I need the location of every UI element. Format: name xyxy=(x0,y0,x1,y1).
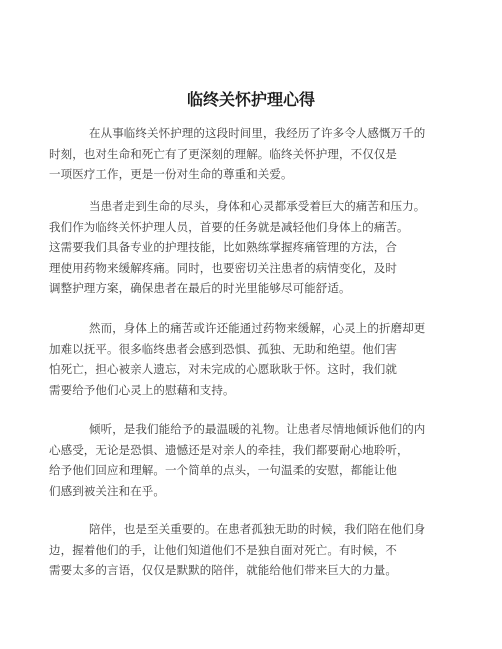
paragraph-line: 理使用药物来缓解疼痛。同时，也要密切关注患者的病情变化，及时 xyxy=(49,260,397,275)
document-title: 临终关怀护理心得 xyxy=(186,90,315,109)
paragraph-line: 在从事临终关怀护理的这段时间里，我经历了许多令人感慨万千的 xyxy=(89,126,426,140)
paragraph-line: 们感到被关注和在乎。 xyxy=(49,483,165,498)
paragraph-line: 给予他们回应和理解。一个简单的点头，一句温柔的安慰，都能让他 xyxy=(49,463,397,477)
paragraph-line: 时刻，也对生命和死亡有了更深刻的理解。临终关怀护理，不仅仅是 xyxy=(49,146,397,161)
paragraph-2 xyxy=(49,196,469,299)
paragraph-line: 加难以抚平。很多临终患者会感到恐惧、孤独、无助和绝望。他们害 xyxy=(49,341,397,356)
paragraph-line: 需要太多的言语，仅仅是默默的陪伴，就能给他们带来巨大的力量。 xyxy=(49,563,397,577)
paragraph-line: 倾听，是我们能给予的最温暖的礼物。让患者尽情地倾诉他们的内 xyxy=(89,422,426,436)
paragraph-line: 调整护理方案，确保患者在最后的时光里能够尽可能舒适。 xyxy=(49,281,351,295)
paragraph-line: 这需要我们具备专业的护理技能，比如熟练掌握疼痛管理的方法，合 xyxy=(49,240,397,254)
paragraph-5 xyxy=(49,519,469,581)
paragraph-1 xyxy=(49,123,469,185)
paragraph-line: 需要给予他们心灵上的慰藉和支持。 xyxy=(49,382,235,397)
paragraph-line: 怕死亡，担心被亲人遗忘，对未完成的心愿耿耿于怀。这时，我们就 xyxy=(49,362,397,376)
paragraph-line: 当患者走到生命的尽头，身体和心灵都承受着巨大的痛苦和压力。 xyxy=(89,199,426,213)
paragraph-3 xyxy=(49,318,469,400)
paragraph-line: 心感受，无论是恐惧、遗憾还是对亲人的牵挂，我们都要耐心地聆听， xyxy=(49,442,409,457)
paragraph-4 xyxy=(49,419,469,501)
paragraph-line: 我们作为临终关怀护理人员，首要的任务就是减轻他们身体上的痛苦。 xyxy=(49,219,409,234)
paragraph-line: 然而，身体上的痛苦或许还能通过药物来缓解，心灵上的折磨却更 xyxy=(89,321,426,335)
paragraph-line: 边，握着他们的手，让他们知道他们不是独自面对死亡。有时候，不 xyxy=(49,542,397,557)
paragraph-line: 陪伴，也是至关重要的。在患者孤独无助的时候，我们陪在他们身 xyxy=(89,522,426,536)
paragraph-line: 一项医疗工作，更是一份对生命的尊重和关爱。 xyxy=(49,167,293,181)
